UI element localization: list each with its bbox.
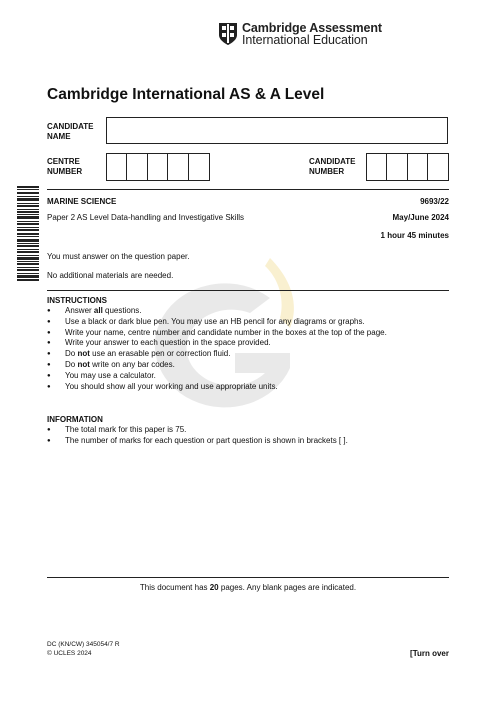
centre-number-label-line-1: CENTRE xyxy=(47,157,80,166)
candidate-number-label-line-2: NUMBER xyxy=(309,167,345,176)
centre-digit-box[interactable] xyxy=(168,154,188,180)
materials-note: No additional materials are needed. xyxy=(47,271,174,280)
instructions-item-text: Do xyxy=(65,349,78,359)
logo-line-2: International Education xyxy=(242,33,368,47)
instructions-list xyxy=(47,306,449,392)
footer-reference xyxy=(47,640,120,658)
instructions-item-text: Use a black or dark blue pen. You may use an HB pencil for any diagrams or graphs. xyxy=(65,316,365,326)
instructions-item-text-end: questions. xyxy=(102,306,142,315)
document-reference: DC (KN/CW) 345054/7 R xyxy=(47,641,120,648)
candidate-name-label-line-2: NAME xyxy=(47,132,71,141)
centre-number-label xyxy=(47,157,82,177)
barcode xyxy=(17,186,39,282)
candidate-number-label-line-1: CANDIDATE xyxy=(309,157,356,166)
information-list xyxy=(47,425,449,447)
page-count-pre: This document has xyxy=(139,583,210,592)
information-item-text: The total mark for this paper is 75. xyxy=(65,425,187,434)
centre-digit-box[interactable] xyxy=(189,154,209,180)
candidate-digit-box[interactable] xyxy=(387,154,407,180)
instructions-item-text: Do xyxy=(65,359,78,369)
logo-line-1: Cambridge Assessment xyxy=(242,21,382,35)
centre-digit-box[interactable] xyxy=(148,154,168,180)
divider-top xyxy=(47,189,449,190)
paper-code: 9693/22 xyxy=(420,197,449,206)
crest-icon xyxy=(218,22,238,46)
instructions-item-text: Write your answer to each question in the space provided. xyxy=(65,338,271,348)
instructions-item xyxy=(47,328,449,339)
instructions-item-text: You may use a calculator. xyxy=(65,370,156,380)
subject-name: MARINE SCIENCE xyxy=(47,197,117,206)
instructions-item-text-end: write on any bar codes. xyxy=(89,359,175,369)
exam-session: May/June 2024 xyxy=(392,213,449,222)
instructions-item-emphasis: not xyxy=(77,359,90,369)
cambridge-logo xyxy=(218,22,382,46)
page-count-note xyxy=(0,583,496,592)
turn-over-label: [Turn over xyxy=(410,649,449,658)
instructions-item-text: Answer xyxy=(65,306,94,315)
instructions-item-text: You should show all your working and use appropriate units. xyxy=(65,381,278,391)
instructions-heading: INSTRUCTIONS xyxy=(47,296,107,305)
candidate-name-box[interactable] xyxy=(106,117,448,144)
candidate-name-label-line-1: CANDIDATE xyxy=(47,122,94,131)
instructions-item-text: Write your name, centre number and candidate number in the boxes at the top of the page. xyxy=(65,327,387,337)
candidate-number-boxes[interactable] xyxy=(366,153,449,181)
instructions-item xyxy=(47,360,449,371)
instructions-item-emphasis: all xyxy=(93,306,103,315)
centre-digit-box[interactable] xyxy=(107,154,127,180)
candidate-digit-box[interactable] xyxy=(367,154,387,180)
exam-duration: 1 hour 45 minutes xyxy=(380,231,449,240)
page-count-post: pages. Any blank pages are indicated. xyxy=(218,583,357,592)
instructions-item xyxy=(47,349,449,360)
instructions-item-emphasis: not xyxy=(77,349,90,359)
paper-title: Paper 2 AS Level Data-handling and Investigative Skills xyxy=(47,213,245,222)
centre-number-boxes[interactable] xyxy=(106,153,210,181)
page-count-number: 20 xyxy=(209,583,219,592)
information-item-text: The number of marks for each question or part question is shown in brackets [ ]. xyxy=(65,435,348,445)
instructions-item xyxy=(47,306,449,317)
instructions-item xyxy=(47,338,449,349)
divider-footer xyxy=(47,577,449,578)
information-heading: INFORMATION xyxy=(47,415,103,424)
centre-number-label-line-2: NUMBER xyxy=(47,167,83,176)
information-item xyxy=(47,425,449,436)
instructions-item-text-end: use an erasable pen or correction fluid. xyxy=(89,349,231,359)
instructions-item xyxy=(47,371,449,382)
divider-instructions xyxy=(47,290,449,291)
candidate-digit-box[interactable] xyxy=(428,154,448,180)
copyright-notice: © UCLES 2024 xyxy=(47,650,92,657)
candidate-name-label xyxy=(47,122,94,142)
centre-digit-box[interactable] xyxy=(127,154,147,180)
information-item xyxy=(47,436,449,447)
page-title: Cambridge International AS & A Level xyxy=(47,86,325,103)
candidate-number-label xyxy=(309,157,356,177)
answer-note: You must answer on the question paper. xyxy=(47,252,190,261)
instructions-item xyxy=(47,382,449,393)
instructions-item xyxy=(47,317,449,328)
candidate-digit-box[interactable] xyxy=(408,154,428,180)
